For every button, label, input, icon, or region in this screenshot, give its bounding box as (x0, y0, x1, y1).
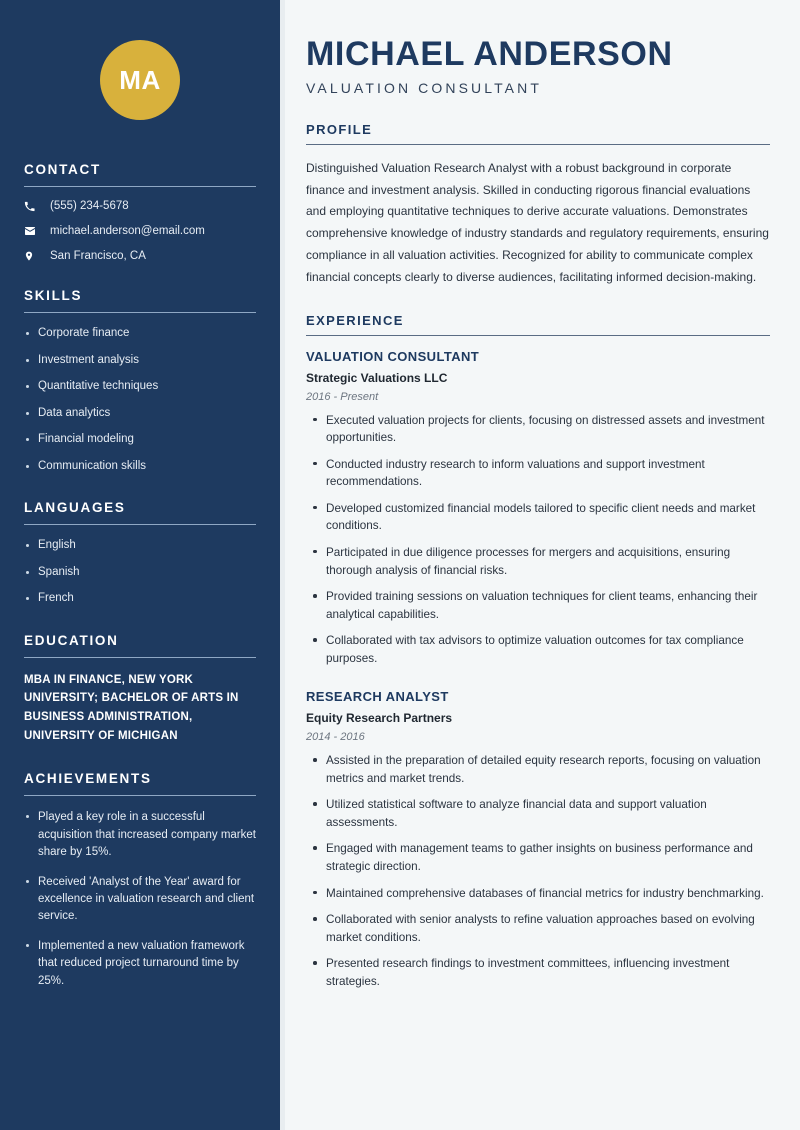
skills-list (24, 326, 256, 474)
skills-section (24, 288, 256, 474)
contact-value: michael.anderson@email.com (50, 225, 205, 237)
job-bullet: Conducted industry research to inform valuations and support investment recommendations. (310, 456, 770, 491)
profile-text: Distinguished Valuation Research Analyst with a robust background in corporate finance and investment analysis. Skilled in conducting rigorous financial evaluations and employing quantitative techniques to derive accurate valuations. Demonstrates comprehensive knowledge of industry standards and regulatory requirements, ensuring compliance in all valuation activities. Recognized for ability to communicate complex financial concepts clearly to diverse audiences, facilitating informed decision-making. (306, 160, 769, 284)
list-item: Financial modeling (24, 432, 256, 448)
job-dates: 2014 - 2016 (306, 731, 365, 744)
job-bullet: Collaborated with tax advisors to optimize valuation outcomes for tax compliance purposes. (310, 632, 770, 667)
job-bullet-list (306, 752, 770, 990)
job-title: VALUATION CONSULTANT (306, 348, 480, 364)
list-item: Played a key role in a successful acquisition that increased company market share by 15%. (24, 809, 256, 861)
job-bullet: Engaged with management teams to gather insights on business performance and strategic direction. (310, 840, 770, 875)
job-bullet: Executed valuation projects for clients, focusing on distressed assets and investment opportunities. (310, 412, 770, 447)
job-dates: 2016 - Present (306, 390, 379, 403)
job-bullet: Developed customized financial models tailored to specific client needs and market conditions. (310, 500, 770, 535)
education-heading: EDUCATION (24, 632, 119, 648)
contact-section (24, 162, 256, 262)
job-bullet-list (306, 412, 770, 668)
experience-divider (306, 335, 770, 336)
skills-heading: SKILLS (24, 288, 83, 303)
contact-value: San Francisco, CA (50, 250, 146, 262)
languages-divider (24, 524, 256, 525)
achievements-heading: ACHIEVEMENTS (24, 771, 152, 787)
avatar-container (24, 0, 256, 162)
job-bullet: Utilized statistical software to analyze financial data and support valuation assessments. (310, 796, 770, 831)
location-pin-icon (24, 250, 42, 262)
phone-icon (24, 201, 42, 212)
email-icon (24, 225, 42, 237)
job-bullet: Collaborated with senior analysts to refine valuation approaches based on evolving market conditions. (310, 911, 770, 946)
list-item: Quantitative techniques (24, 379, 256, 395)
contact-item[interactable] (24, 225, 256, 237)
sidebar (0, 0, 280, 1130)
job-bullet: Provided training sessions on valuation techniques for client teams, enhancing their analytical capabilities. (310, 588, 770, 623)
list-item: French (24, 591, 256, 607)
job-bullet: Presented research findings to investment committees, influencing investment strategies. (310, 955, 770, 990)
job-bullet: Participated in due diligence processes for mergers and acquisitions, ensuring thorough analysis of financial risks. (310, 544, 770, 579)
achievements-divider (24, 795, 256, 796)
education-text: MBA IN FINANCE, NEW YORK UNIVERSITY; BACHELOR OF ARTS IN BUSINESS ADMINISTRATION, UNIVERSITY OF MICHIGAN (24, 673, 239, 742)
list-item: English (24, 538, 256, 554)
contact-item[interactable] (24, 200, 256, 212)
avatar-initials: MA (100, 40, 180, 120)
languages-list (24, 538, 256, 607)
job-bullet: Assisted in the preparation of detailed equity research reports, focusing on valuation metrics and market trends. (310, 752, 770, 787)
sidebar-separator (280, 0, 285, 1130)
list-item: Investment analysis (24, 353, 256, 369)
languages-heading: LANGUAGES (24, 500, 126, 516)
list-item: Spanish (24, 565, 256, 581)
page-title: MICHAEL ANDERSON (306, 35, 673, 73)
contact-item[interactable] (24, 250, 256, 262)
job-spacer (306, 676, 770, 689)
contact-list (24, 200, 256, 262)
list-item: Received 'Analyst of the Year' award for excellence in valuation research and client service. (24, 874, 256, 926)
education-section (24, 633, 256, 746)
languages-section (24, 500, 256, 607)
profile-divider (306, 144, 770, 145)
achievements-section (24, 771, 256, 990)
education-divider (24, 657, 256, 658)
profile-heading: PROFILE (306, 121, 373, 137)
experience-section (306, 313, 770, 991)
experience-entry (306, 689, 770, 990)
contact-divider (24, 186, 256, 187)
list-item: Implemented a new valuation framework that reduced project turnaround time by 25%. (24, 938, 256, 990)
list-item: Data analytics (24, 406, 256, 422)
experience-heading: EXPERIENCE (306, 312, 404, 328)
list-item: Corporate finance (24, 326, 256, 342)
skills-divider (24, 312, 256, 313)
contact-value: (555) 234-5678 (50, 200, 129, 212)
job-company: Equity Research Partners (306, 711, 453, 726)
job-role-subtitle: VALUATION CONSULTANT (306, 79, 542, 96)
profile-section (306, 122, 770, 289)
experience-job-list (306, 349, 770, 991)
job-title: RESEARCH ANALYST (306, 689, 449, 705)
job-company: Strategic Valuations LLC (306, 370, 448, 385)
experience-entry (306, 349, 770, 668)
contact-heading: CONTACT (24, 162, 101, 177)
main-content (280, 0, 800, 1130)
list-item: Communication skills (24, 459, 256, 475)
job-bullet: Maintained comprehensive databases of financial metrics for industry benchmarking. (310, 885, 770, 903)
achievements-list (24, 809, 256, 990)
